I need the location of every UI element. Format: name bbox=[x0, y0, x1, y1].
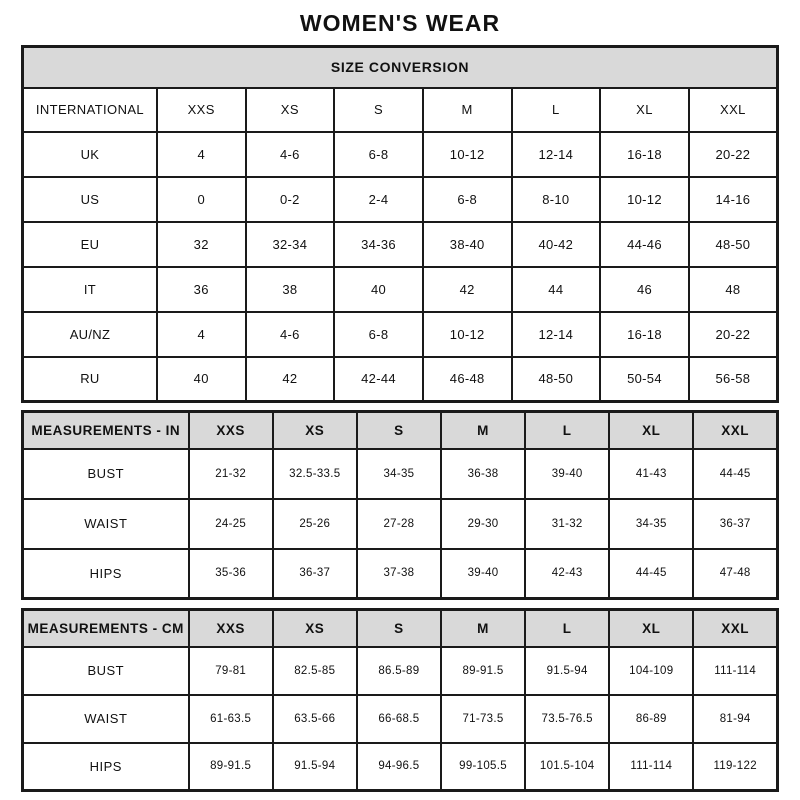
cell-value: 111-114 bbox=[693, 647, 777, 695]
cell-value: 34-35 bbox=[357, 449, 441, 499]
size-conversion-header bbox=[23, 47, 778, 132]
measurements-in-body bbox=[23, 449, 778, 599]
row-label: AU/NZ bbox=[23, 312, 157, 357]
table-row bbox=[23, 177, 778, 222]
measurements-cm-header bbox=[23, 610, 778, 647]
cell-value: 39-40 bbox=[441, 549, 525, 599]
cell-value: 21-32 bbox=[189, 449, 273, 499]
cell-value: 63.5-66 bbox=[273, 695, 357, 743]
cell-value: 35-36 bbox=[189, 549, 273, 599]
cell-value: 38-40 bbox=[423, 222, 512, 267]
cell-value: 40 bbox=[157, 357, 246, 402]
size-column-header: S bbox=[334, 88, 423, 132]
cell-value: 4-6 bbox=[246, 312, 335, 357]
cell-value: 25-26 bbox=[273, 499, 357, 549]
cell-value: 36-38 bbox=[441, 449, 525, 499]
size-column-header: XS bbox=[246, 88, 335, 132]
size-column-header: XL bbox=[609, 610, 693, 647]
cell-value: 99-105.5 bbox=[441, 743, 525, 791]
cell-value: 44-45 bbox=[609, 549, 693, 599]
measurements-cm-table bbox=[21, 608, 779, 792]
table-row bbox=[23, 695, 778, 743]
measurements-in-table bbox=[21, 410, 779, 600]
cell-value: 101.5-104 bbox=[525, 743, 609, 791]
cell-value: 66-68.5 bbox=[357, 695, 441, 743]
cell-value: 91.5-94 bbox=[525, 647, 609, 695]
size-conversion-table bbox=[21, 45, 779, 403]
cell-value: 44 bbox=[512, 267, 601, 312]
size-column-header: XS bbox=[273, 412, 357, 449]
cell-value: 48-50 bbox=[512, 357, 601, 402]
cell-value: 89-91.5 bbox=[441, 647, 525, 695]
cell-value: 16-18 bbox=[600, 132, 689, 177]
table-row bbox=[23, 549, 778, 599]
cell-value: 119-122 bbox=[693, 743, 777, 791]
size-column-header: XXS bbox=[189, 610, 273, 647]
cell-value: 79-81 bbox=[189, 647, 273, 695]
table-row bbox=[23, 647, 778, 695]
cell-value: 48-50 bbox=[689, 222, 778, 267]
cell-value: 10-12 bbox=[423, 132, 512, 177]
cell-value: 32.5-33.5 bbox=[273, 449, 357, 499]
cell-value: 20-22 bbox=[689, 312, 778, 357]
table-row bbox=[23, 222, 778, 267]
cell-value: 38 bbox=[246, 267, 335, 312]
table-title-row bbox=[23, 47, 778, 88]
table-label-header: MEASUREMENTS - CM bbox=[23, 610, 189, 647]
cell-value: 34-36 bbox=[334, 222, 423, 267]
cell-value: 34-35 bbox=[609, 499, 693, 549]
size-column-header: M bbox=[441, 610, 525, 647]
cell-value: 31-32 bbox=[525, 499, 609, 549]
cell-value: 37-38 bbox=[357, 549, 441, 599]
cell-value: 0-2 bbox=[246, 177, 335, 222]
measurements-in-header bbox=[23, 412, 778, 449]
cell-value: 42 bbox=[246, 357, 335, 402]
table-title: SIZE CONVERSION bbox=[23, 47, 778, 88]
size-conversion-body bbox=[23, 132, 778, 402]
size-column-header: S bbox=[357, 412, 441, 449]
cell-value: 46 bbox=[600, 267, 689, 312]
cell-value: 89-91.5 bbox=[189, 743, 273, 791]
size-column-header: XXS bbox=[189, 412, 273, 449]
cell-value: 94-96.5 bbox=[357, 743, 441, 791]
cell-value: 10-12 bbox=[423, 312, 512, 357]
cell-value: 32-34 bbox=[246, 222, 335, 267]
size-column-header: L bbox=[512, 88, 601, 132]
table-label-header: INTERNATIONAL bbox=[23, 88, 157, 132]
cell-value: 42 bbox=[423, 267, 512, 312]
cell-value: 4-6 bbox=[246, 132, 335, 177]
table-row bbox=[23, 312, 778, 357]
cell-value: 91.5-94 bbox=[273, 743, 357, 791]
cell-value: 41-43 bbox=[609, 449, 693, 499]
row-label: HIPS bbox=[23, 743, 189, 791]
cell-value: 86.5-89 bbox=[357, 647, 441, 695]
size-column-header: L bbox=[525, 610, 609, 647]
cell-value: 46-48 bbox=[423, 357, 512, 402]
table-row bbox=[23, 357, 778, 402]
cell-value: 73.5-76.5 bbox=[525, 695, 609, 743]
cell-value: 44-45 bbox=[693, 449, 777, 499]
cell-value: 16-18 bbox=[600, 312, 689, 357]
cell-value: 10-12 bbox=[600, 177, 689, 222]
cell-value: 40-42 bbox=[512, 222, 601, 267]
cell-value: 36 bbox=[157, 267, 246, 312]
cell-value: 6-8 bbox=[334, 312, 423, 357]
column-header-row bbox=[23, 412, 778, 449]
cell-value: 50-54 bbox=[600, 357, 689, 402]
row-label: IT bbox=[23, 267, 157, 312]
column-header-row bbox=[23, 88, 778, 132]
cell-value: 4 bbox=[157, 132, 246, 177]
table-row bbox=[23, 499, 778, 549]
page-title: WOMEN'S WEAR bbox=[299, 10, 501, 36]
cell-value: 12-14 bbox=[512, 312, 601, 357]
cell-value: 36-37 bbox=[693, 499, 777, 549]
cell-value: 86-89 bbox=[609, 695, 693, 743]
table-row bbox=[23, 132, 778, 177]
column-header-row bbox=[23, 610, 778, 647]
row-label: WAIST bbox=[23, 499, 189, 549]
size-column-header: XXL bbox=[689, 88, 778, 132]
cell-value: 40 bbox=[334, 267, 423, 312]
cell-value: 56-58 bbox=[689, 357, 778, 402]
cell-value: 44-46 bbox=[600, 222, 689, 267]
cell-value: 36-37 bbox=[273, 549, 357, 599]
table-label-header: MEASUREMENTS - IN bbox=[23, 412, 189, 449]
row-label: WAIST bbox=[23, 695, 189, 743]
cell-value: 8-10 bbox=[512, 177, 601, 222]
cell-value: 47-48 bbox=[693, 549, 777, 599]
cell-value: 61-63.5 bbox=[189, 695, 273, 743]
row-label: UK bbox=[23, 132, 157, 177]
cell-value: 2-4 bbox=[334, 177, 423, 222]
cell-value: 71-73.5 bbox=[441, 695, 525, 743]
cell-value: 14-16 bbox=[689, 177, 778, 222]
cell-value: 27-28 bbox=[357, 499, 441, 549]
cell-value: 48 bbox=[689, 267, 778, 312]
cell-value: 0 bbox=[157, 177, 246, 222]
row-label: BUST bbox=[23, 449, 189, 499]
table-row bbox=[23, 743, 778, 791]
size-column-header: XS bbox=[273, 610, 357, 647]
table-row bbox=[23, 267, 778, 312]
cell-value: 111-114 bbox=[609, 743, 693, 791]
cell-value: 81-94 bbox=[693, 695, 777, 743]
cell-value: 82.5-85 bbox=[273, 647, 357, 695]
size-column-header: XL bbox=[600, 88, 689, 132]
cell-value: 4 bbox=[157, 312, 246, 357]
size-column-header: M bbox=[441, 412, 525, 449]
measurements-cm-body bbox=[23, 647, 778, 791]
row-label: BUST bbox=[23, 647, 189, 695]
cell-value: 6-8 bbox=[423, 177, 512, 222]
cell-value: 6-8 bbox=[334, 132, 423, 177]
cell-value: 42-44 bbox=[334, 357, 423, 402]
cell-value: 12-14 bbox=[512, 132, 601, 177]
cell-value: 32 bbox=[157, 222, 246, 267]
row-label: RU bbox=[23, 357, 157, 402]
cell-value: 29-30 bbox=[441, 499, 525, 549]
cell-value: 104-109 bbox=[609, 647, 693, 695]
cell-value: 24-25 bbox=[189, 499, 273, 549]
size-column-header: M bbox=[423, 88, 512, 132]
size-column-header: S bbox=[357, 610, 441, 647]
size-column-header: XXL bbox=[693, 412, 777, 449]
row-label: US bbox=[23, 177, 157, 222]
cell-value: 42-43 bbox=[525, 549, 609, 599]
row-label: EU bbox=[23, 222, 157, 267]
cell-value: 39-40 bbox=[525, 449, 609, 499]
table-row bbox=[23, 449, 778, 499]
size-column-header: XXL bbox=[693, 610, 777, 647]
size-column-header: XXS bbox=[157, 88, 246, 132]
row-label: HIPS bbox=[23, 549, 189, 599]
cell-value: 20-22 bbox=[689, 132, 778, 177]
size-column-header: L bbox=[525, 412, 609, 449]
size-column-header: XL bbox=[609, 412, 693, 449]
